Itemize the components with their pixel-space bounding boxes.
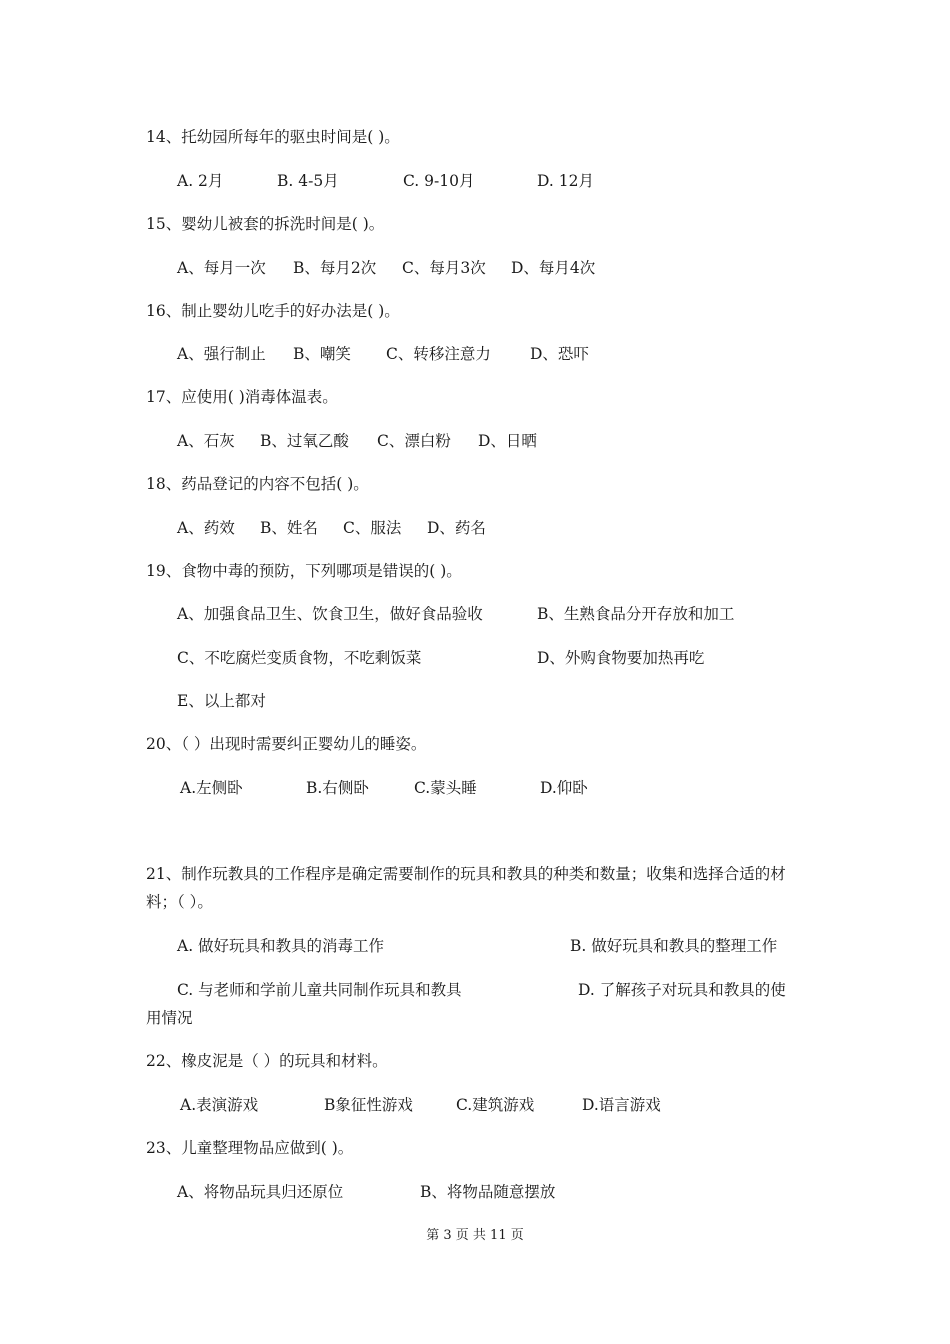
question-20: 20、（ ）出现时需要纠正婴幼儿的睡姿。 bbox=[146, 735, 427, 753]
option-21-b: B. 做好玩具和教具的整理工作 bbox=[570, 937, 778, 955]
option-15-c: C、每月3次 bbox=[402, 259, 486, 277]
option-19-a: A、加强食品卫生、饮食卫生，做好食品验收 bbox=[177, 605, 483, 623]
option-19-d: D、外购食物要加热再吃 bbox=[537, 649, 705, 667]
option-17-c: C、漂白粉 bbox=[377, 432, 451, 450]
option-15-d: D、每月4次 bbox=[511, 259, 596, 277]
question-19: 19、食物中毒的预防，下列哪项是错误的( )。 bbox=[146, 562, 462, 580]
option-18-b: B、姓名 bbox=[260, 519, 318, 537]
option-17-b: B、过氧乙酸 bbox=[260, 432, 349, 450]
option-16-a: A、强行制止 bbox=[177, 345, 266, 363]
option-22-a: A.表演游戏 bbox=[180, 1096, 259, 1114]
option-22-d: D.语言游戏 bbox=[582, 1096, 661, 1114]
option-23-a: A、将物品玩具归还原位 bbox=[177, 1183, 344, 1201]
option-14-c: C. 9-10月 bbox=[403, 172, 475, 190]
question-16: 16、制止婴幼儿吃手的好办法是( )。 bbox=[146, 302, 400, 320]
option-21-c: C. 与老师和学前儿童共同制作玩具和教具 bbox=[177, 981, 462, 999]
option-17-a: A、石灰 bbox=[177, 432, 235, 450]
option-14-a: A. 2月 bbox=[177, 172, 224, 190]
option-18-c: C、服法 bbox=[343, 519, 402, 537]
question-23: 23、儿童整理物品应做到( )。 bbox=[146, 1139, 354, 1157]
page-footer: 第 3 页 共 11 页 bbox=[426, 1228, 524, 1243]
question-21: 21、制作玩教具的工作程序是确定需要制作的玩具和教具的种类和数量；收集和选择合适的材料；（ ）。 bbox=[146, 865, 786, 911]
option-14-b: B. 4-5月 bbox=[277, 172, 339, 190]
option-16-d: D、恐吓 bbox=[530, 345, 589, 363]
option-21-d: D. 了解孩子对玩具和教具的使 bbox=[578, 981, 786, 999]
question-14: 14、托幼园所每年的驱虫时间是( )。 bbox=[146, 128, 400, 146]
question-15: 15、婴幼儿被套的拆洗时间是( )。 bbox=[146, 215, 385, 233]
option-14-d: D. 12月 bbox=[537, 172, 594, 190]
option-19-b: B、生熟食品分开存放和加工 bbox=[537, 605, 735, 623]
option-17-d: D、日晒 bbox=[478, 432, 537, 450]
option-20-d: D.仰卧 bbox=[540, 779, 588, 797]
option-21-d-continued: 用情况 bbox=[146, 1009, 193, 1027]
option-15-a: A、每月一次 bbox=[177, 259, 266, 277]
option-16-b: B、嘲笑 bbox=[293, 345, 351, 363]
option-16-c: C、转移注意力 bbox=[386, 345, 491, 363]
option-19-e: E、以上都对 bbox=[177, 692, 266, 710]
option-18-d: D、药名 bbox=[427, 519, 486, 537]
question-17: 17、应使用( )消毒体温表。 bbox=[146, 388, 338, 406]
option-20-b: B.右侧卧 bbox=[306, 779, 369, 797]
question-22: 22、橡皮泥是（ ）的玩具和材料。 bbox=[146, 1052, 388, 1070]
option-20-c: C.蒙头睡 bbox=[414, 779, 477, 797]
option-23-b: B、将物品随意摆放 bbox=[420, 1183, 556, 1201]
option-18-a: A、药效 bbox=[177, 519, 235, 537]
option-21-a: A. 做好玩具和教具的消毒工作 bbox=[177, 937, 385, 955]
option-15-b: B、每月2次 bbox=[293, 259, 377, 277]
option-20-a: A.左侧卧 bbox=[180, 779, 243, 797]
option-19-c: C、不吃腐烂变质食物，不吃剩饭菜 bbox=[177, 649, 422, 667]
option-22-c: C.建筑游戏 bbox=[456, 1096, 535, 1114]
option-22-b: B象征性游戏 bbox=[324, 1096, 413, 1114]
question-18: 18、药品登记的内容不包括( )。 bbox=[146, 475, 369, 493]
